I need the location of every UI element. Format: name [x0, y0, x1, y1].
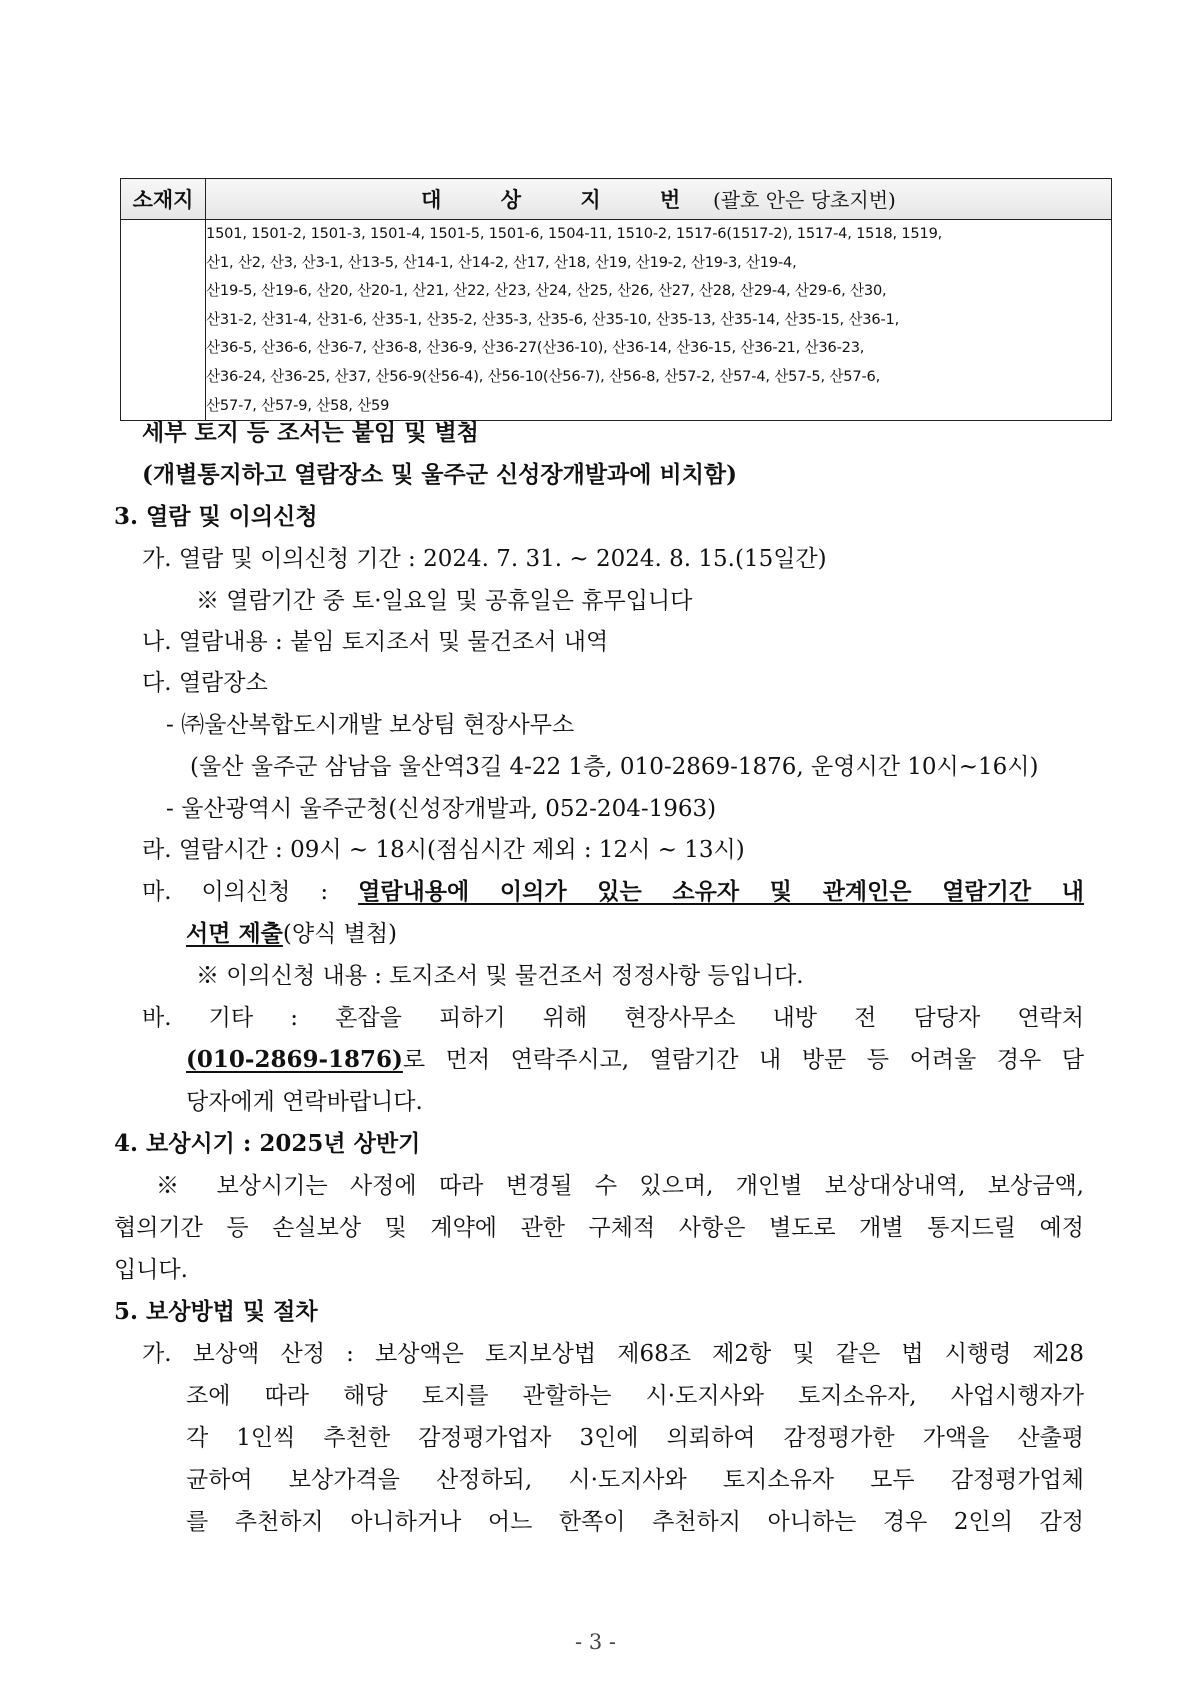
- ma-rest: (양식 별첨): [282, 921, 398, 947]
- section3-ga-note: ※ 열람기간 중 토·일요일 및 공휴일은 휴무입니다: [196, 588, 693, 614]
- section5-ga-line3: 각 1인씩 추천한 감정평가업자 3인에 의뢰하여 감정평가한 가액을 산출평: [186, 1425, 1084, 1451]
- page-number: - 3 -: [575, 1630, 616, 1654]
- section3-ma-line1: [142, 877, 1084, 907]
- section5-heading: 5. 보상방법 및 절차: [114, 1298, 318, 1325]
- viewing-place-1-address: (울산 울주군 삼남읍 울산역3길 4-22 1층, 010-2869-1876, 운영시간 10시~16시): [190, 754, 1039, 780]
- section5-ga-line5: 를 추천하지 아니하거나 어느 한쪽이 추천하지 아니하는 경우 2인의 감정: [186, 1509, 1084, 1535]
- lot-line: 산36-5, 산36-6, 산36-7, 산36-8, 산36-9, 산36-27(산36-10), 산36-14, 산36-15, 산36-21, 산36-23,: [206, 339, 865, 357]
- viewing-place-1: - ㈜울산복합도시개발 보상팀 현장사무소: [166, 712, 575, 738]
- section3-ga: 가. 열람 및 이의신청 기간 : 2024. 7. 31. ~ 2024. 8. 15.(15일간): [142, 546, 827, 572]
- section3-ba-line1: 바. 기타 : 혼잡을 피하기 위해 현장사무소 내방 전 담당자 연락처: [142, 1005, 1084, 1031]
- lot-line: 산1, 산2, 산3, 산3-1, 산13-5, 산14-1, 산14-2, 산17, 산18, 산19, 산19-2, 산19-3, 산19-4,: [206, 253, 797, 271]
- section4-note-line3: 입니다.: [114, 1257, 188, 1283]
- section3-da: 다. 열람장소: [142, 670, 268, 696]
- section3-ma-line2: [186, 919, 397, 949]
- section3-na: 나. 열람내용 : 붙임 토지조서 및 물건조서 내역: [142, 629, 609, 655]
- header-lots: [206, 179, 1112, 220]
- lots-cell: [206, 220, 1112, 421]
- ma-prefix: 마. 이의신청 :: [142, 879, 329, 905]
- lot-line: 산36-24, 산36-25, 산37, 산56-9(산56-4), 산56-10(산56-7), 산56-8, 산57-2, 산57-4, 산57-5, 산57-6,: [206, 367, 881, 385]
- header-lots-title: 대 상 지 번: [421, 187, 707, 212]
- section4-heading: 4. 보상시기 : 2025년 상반기: [114, 1130, 421, 1157]
- section5-ga-line1: 가. 보상액 산정 : 보상액은 토지보상법 제68조 제2항 및 같은 법 시행령 제28: [142, 1341, 1084, 1367]
- section4-note-line1: ※ 보상시기는 사정에 따라 변경될 수 있으며, 개인별 보상대상내역, 보상금액,: [156, 1173, 1084, 1199]
- lot-line: 1501, 1501-2, 1501-3, 1501-4, 1501-5, 1501-6, 1504-11, 1510-2, 1517-6(1517-2), 1517-4, 1518, 1519,: [206, 225, 943, 242]
- lot-table: [120, 178, 1112, 421]
- section5-ga-line4: 균하여 보상가격을 산정하되, 시·도지사와 토지소유자 모두 감정평가업체: [186, 1467, 1084, 1493]
- contact-phone: (010-2869-1876): [186, 1046, 403, 1073]
- viewing-place-2: - 울산광역시 울주군청(신성장개발과, 052-204-1963): [166, 796, 717, 822]
- lot-line: 산57-7, 산57-9, 산58, 산59: [206, 396, 390, 414]
- lot-line: 산31-2, 산31-4, 산31-6, 산35-1, 산35-2, 산35-3, 산35-6, 산35-10, 산35-13, 산35-14, 산35-15, 산36-1,: [206, 310, 900, 328]
- header-lots-note: (괄호 안은 당초지번): [712, 188, 896, 212]
- section3-ma-note: ※ 이의신청 내용 : 토지조서 및 물건조서 정정사항 등입니다.: [196, 963, 804, 989]
- note-line-1: 세부 토지 등 조서는 붙임 및 별첨: [142, 419, 479, 446]
- ma-bold-text: 열람내용에 이의가 있는 소유자 및 관계인은 열람기간 내: [358, 878, 1084, 905]
- ma-bold-text-2: 서면 제출: [186, 920, 283, 947]
- section5-ga-line2: 조에 따라 해당 토지를 관할하는 시·도지사와 토지소유자, 사업시행자가: [186, 1383, 1084, 1409]
- table-header-row: [121, 179, 1112, 220]
- section3-ba-line2: [186, 1045, 1084, 1075]
- section4-note-line2: 협의기간 등 손실보상 및 계약에 관한 구체적 사항은 별도로 개별 통지드릴 예정: [114, 1215, 1084, 1241]
- header-location: 소재지: [121, 179, 206, 220]
- table-row: [121, 220, 1112, 421]
- location-cell: [121, 220, 206, 421]
- section3-ba-line3: 당자에게 연락바랍니다.: [186, 1089, 423, 1115]
- note-line-2: (개별통지하고 열람장소 및 울주군 신성장개발과에 비치함): [142, 461, 738, 488]
- lot-line: 산19-5, 산19-6, 산20, 산20-1, 산21, 산22, 산23, 산24, 산25, 산26, 산27, 산28, 산29-4, 산29-6, 산30,: [206, 282, 887, 300]
- section3-heading: 3. 열람 및 이의신청: [114, 503, 318, 530]
- ba-line2-rest: 로 먼저 연락주시고, 열람기간 내 방문 등 어려울 경우 담: [402, 1047, 1084, 1073]
- section3-ra: 라. 열람시간 : 09시 ~ 18시(점심시간 제외 : 12시 ~ 13시): [142, 837, 745, 863]
